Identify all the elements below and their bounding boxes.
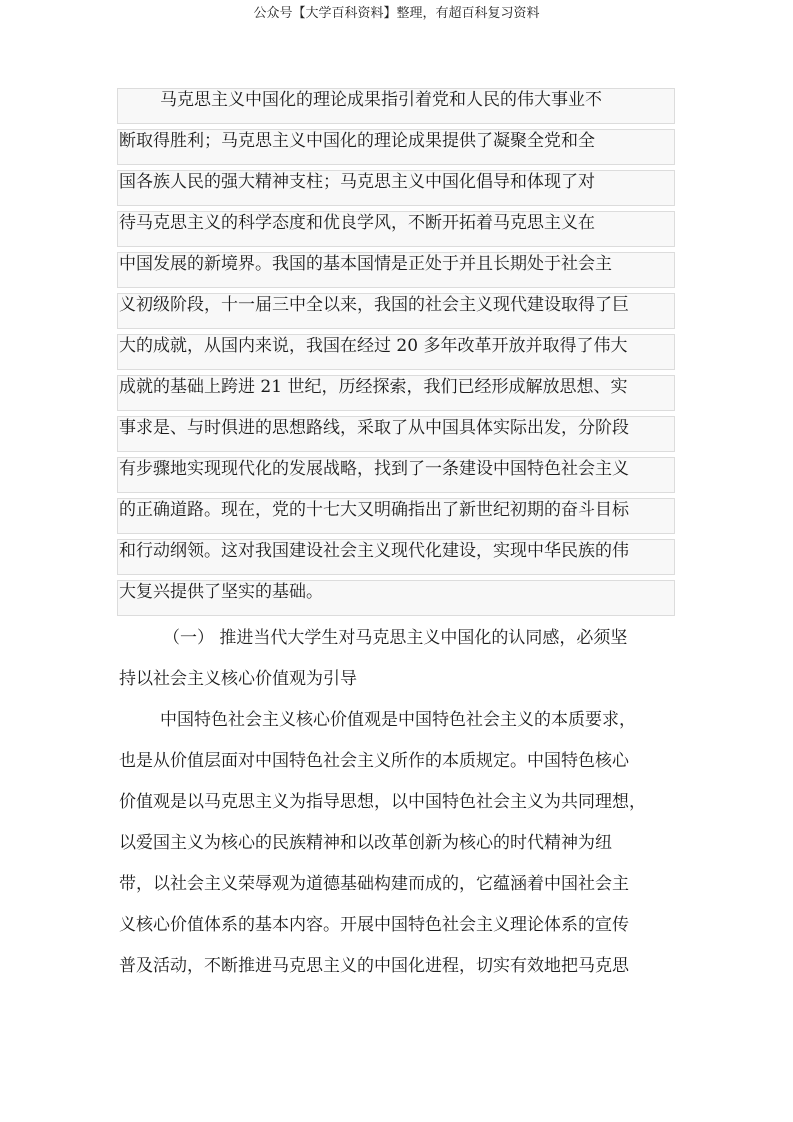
paragraph-line: 国各族人民的强大精神支柱；马克思主义中国化倡导和体现了对 [119, 172, 595, 192]
paragraph-line: 也是从价值层面对中国特色社会主义所作的本质规定。中国特色核心 [119, 751, 629, 771]
paragraph-line: 事求是、与时俱进的思想路线，采取了从中国具体实际出发，分阶段 [119, 418, 629, 438]
paragraph-line: 的正确道路。现在，党的十七大又明确指出了新世纪初期的奋斗目标 [119, 500, 629, 520]
paragraph-line: 大的成就，从国内来说，我国在经过 20 多年改革开放并取得了伟大 [119, 336, 628, 356]
paragraph-line: 断取得胜利；马克思主义中国化的理论成果提供了凝聚全党和全 [119, 131, 595, 151]
paragraph-line: 有步骤地实现现代化的发展战略，找到了一条建设中国特色社会主义 [119, 459, 629, 479]
paragraph-line: 马克思主义中国化的理论成果指引着党和人民的伟大事业不 [160, 90, 602, 110]
page-header: 公众号【大学百科资料】整理，有超百科复习资料 [253, 6, 540, 21]
paragraph-line: 中国特色社会主义核心价值观是中国特色社会主义的本质要求， [160, 710, 636, 730]
paragraph-line: 带，以社会主义荣辱观为道德基础构建而成的，它蕴涵着中国社会主 [119, 874, 629, 894]
paragraph-line: 中国发展的新境界。我国的基本国情是正处于并且长期处于社会主 [119, 254, 612, 274]
paragraph-line: 价值观是以马克思主义为指导思想，以中国特色社会主义为共同理想， [119, 792, 646, 812]
heading-line: 持以社会主义核心价值观为引导 [119, 669, 357, 689]
paragraph-line: 大复兴提供了坚实的基础。 [119, 582, 323, 602]
heading-line: （一） 推进当代大学生对马克思主义中国化的认同感，必须坚 [163, 628, 628, 648]
paragraph-line: 成就的基础上跨进 21 世纪，历经探索，我们已经形成解放思想、实 [119, 377, 628, 397]
paragraph-line: 和行动纲领。这对我国建设社会主义现代化建设，实现中华民族的伟 [119, 541, 629, 561]
paragraph-line: 普及活动，不断推进马克思主义的中国化进程，切实有效地把马克思 [119, 956, 629, 976]
paragraph-line: 待马克思主义的科学态度和优良学风，不断开拓着马克思主义在 [119, 213, 595, 233]
paragraph-line: 以爱国主义为核心的民族精神和以改革创新为核心的时代精神为纽 [119, 833, 612, 853]
paragraph-line: 义核心价值体系的基本内容。开展中国特色社会主义理论体系的宣传 [119, 915, 629, 935]
paragraph-line: 义初级阶段，十一届三中全以来，我国的社会主义现代建设取得了巨 [119, 295, 629, 315]
